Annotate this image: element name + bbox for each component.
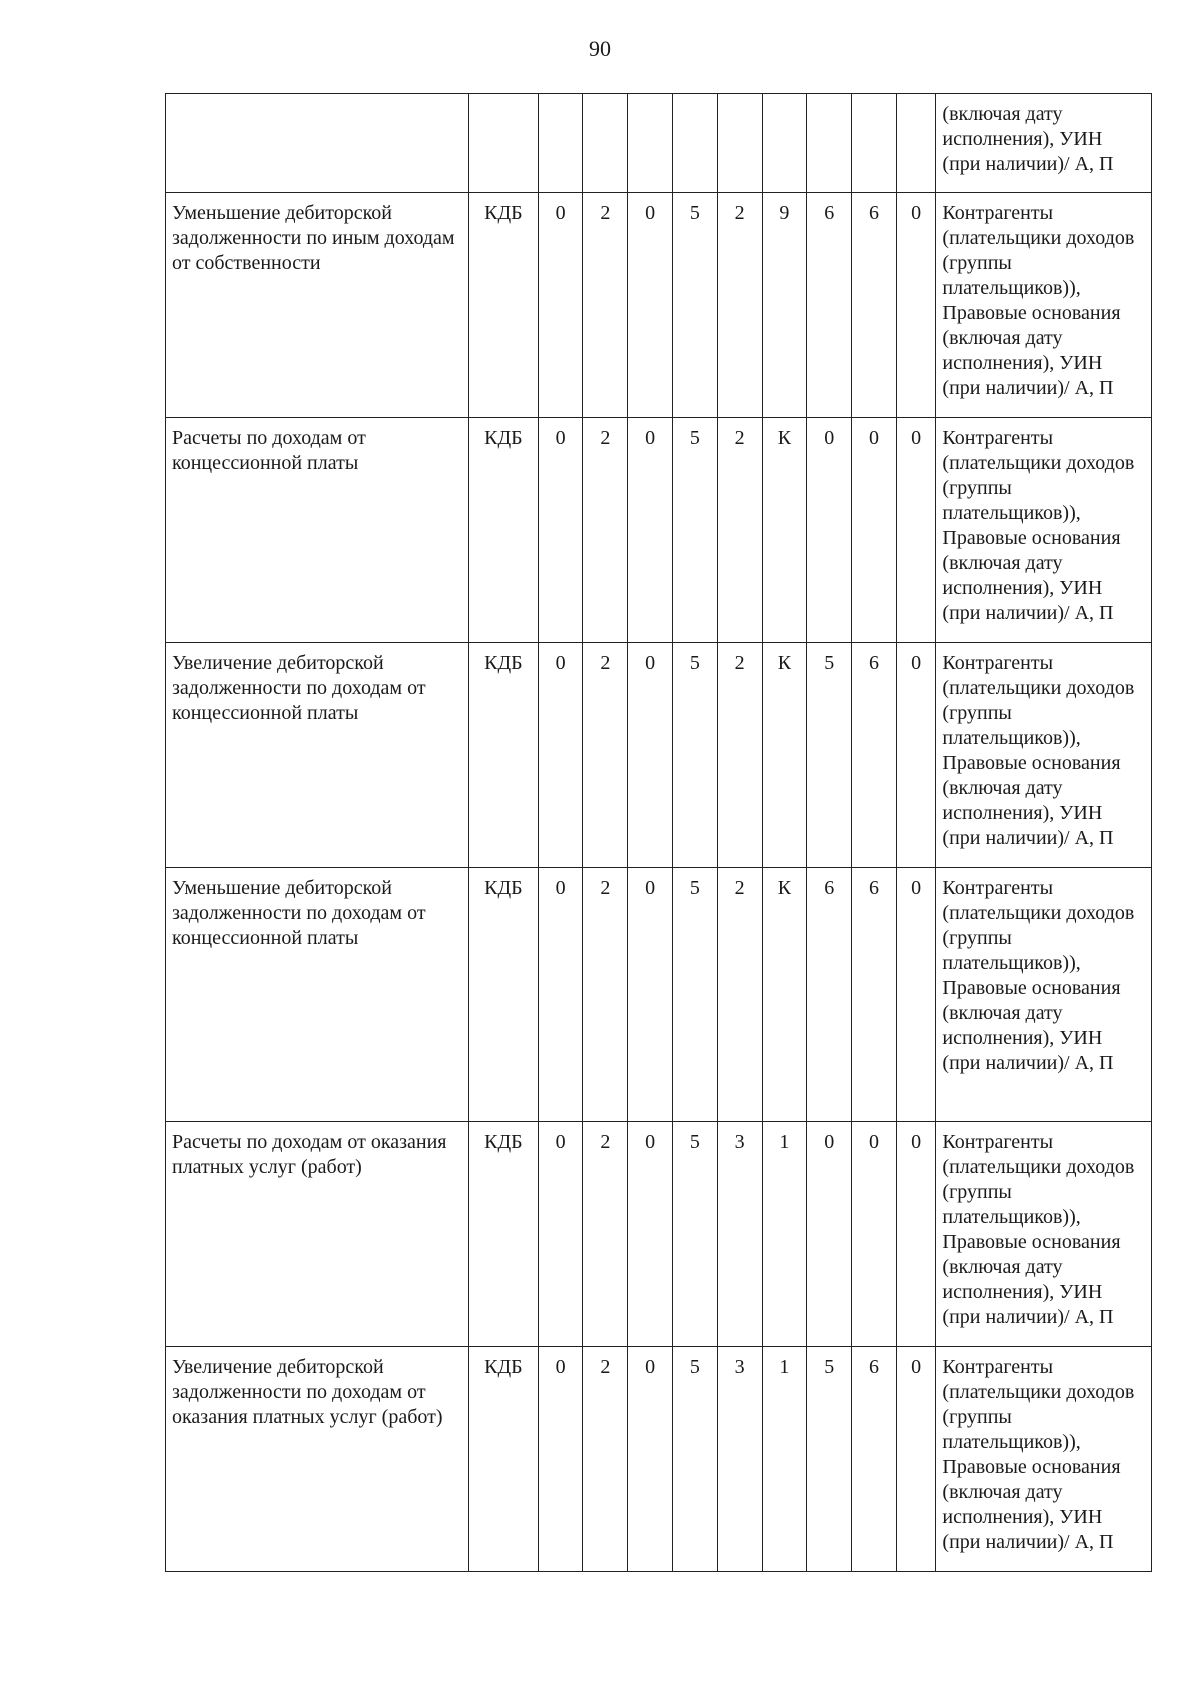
digit-cell: 0 — [538, 643, 583, 868]
analytics-line: (группы — [942, 477, 1012, 499]
analytics-cell — [936, 868, 1152, 1122]
digit-cell: 2 — [583, 868, 628, 1122]
analytics-line: (группы — [942, 1181, 1012, 1203]
digit-cell — [628, 94, 673, 193]
digit-cell: 0 — [896, 193, 936, 418]
analytics-line: исполнения), УИН — [942, 1027, 1103, 1049]
digit-cell — [717, 94, 762, 193]
digit-cell: 2 — [583, 1122, 628, 1347]
account-code — [468, 94, 538, 193]
account-code: КДБ — [468, 643, 538, 868]
analytics-line: (плательщики доходов — [942, 902, 1135, 924]
page-number: 90 — [589, 36, 611, 61]
analytics-line: плательщиков)), — [942, 1206, 1081, 1228]
digit-cell: 0 — [628, 643, 673, 868]
account-code: КДБ — [468, 193, 538, 418]
analytics-line: Контрагенты — [942, 427, 1054, 449]
account-code: КДБ — [468, 418, 538, 643]
digit-cell: 2 — [717, 193, 762, 418]
account-name: Увеличение дебиторской задолженности по доходам от концессионной платы — [166, 643, 469, 868]
analytics-line: Правовые основания — [942, 1231, 1121, 1253]
analytics-line: Правовые основания — [942, 527, 1121, 549]
digit-cell: 0 — [538, 1347, 583, 1572]
digit-cell — [538, 94, 583, 193]
analytics-line: (при наличии)/ А, П — [942, 377, 1114, 399]
digit-cell: 0 — [807, 1122, 852, 1347]
analytics-line: (при наличии)/ А, П — [942, 602, 1114, 624]
analytics-line: плательщиков)), — [942, 952, 1081, 974]
analytics-line: (плательщики доходов — [942, 1156, 1135, 1178]
analytics-line: (включая дату — [942, 103, 1063, 125]
analytics-line: исполнения), УИН — [942, 128, 1103, 150]
analytics-line: Правовые основания — [942, 752, 1121, 774]
digit-cell: 2 — [583, 1347, 628, 1572]
table-row — [166, 418, 1152, 643]
analytics-cell — [936, 418, 1152, 643]
account-name: Расчеты по доходам от оказания платных услуг (работ) — [166, 1122, 469, 1347]
digit-cell: 0 — [538, 868, 583, 1122]
digit-cell: 6 — [852, 1347, 897, 1572]
analytics-line: плательщиков)), — [942, 277, 1081, 299]
digit-cell: 6 — [852, 193, 897, 418]
analytics-line: (при наличии)/ А, П — [942, 827, 1114, 849]
digit-cell: 0 — [538, 193, 583, 418]
analytics-line: Контрагенты — [942, 1131, 1054, 1153]
table-row — [166, 1122, 1152, 1347]
digit-cell: 5 — [807, 643, 852, 868]
analytics-line: (включая дату — [942, 1481, 1063, 1503]
analytics-line: (включая дату — [942, 552, 1063, 574]
account-name: Увеличение дебиторской задолженности по доходам от оказания платных услуг (работ) — [166, 1347, 469, 1572]
analytics-line: плательщиков)), — [942, 502, 1081, 524]
analytics-cell — [936, 94, 1152, 193]
digit-cell: 6 — [807, 193, 852, 418]
digit-cell: 0 — [628, 868, 673, 1122]
analytics-line: Правовые основания — [942, 1456, 1121, 1478]
digit-cell: 0 — [896, 1122, 936, 1347]
analytics-cell — [936, 643, 1152, 868]
analytics-line: исполнения), УИН — [942, 1281, 1103, 1303]
digit-cell: 0 — [896, 868, 936, 1122]
account-code: КДБ — [468, 868, 538, 1122]
table-row — [166, 193, 1152, 418]
accounts-table — [165, 93, 1152, 1572]
digit-cell — [583, 94, 628, 193]
digit-cell: 6 — [852, 643, 897, 868]
table-row — [166, 94, 1152, 193]
analytics-line: (плательщики доходов — [942, 227, 1135, 249]
digit-cell: 9 — [762, 193, 807, 418]
analytics-line: Контрагенты — [942, 877, 1054, 899]
analytics-line: (при наличии)/ А, П — [942, 153, 1114, 175]
analytics-line: плательщиков)), — [942, 1431, 1081, 1453]
digit-cell — [852, 94, 897, 193]
digit-cell: 0 — [628, 418, 673, 643]
analytics-line: исполнения), УИН — [942, 577, 1103, 599]
digit-cell: 5 — [673, 193, 718, 418]
analytics-line: (группы — [942, 927, 1012, 949]
analytics-line: (группы — [942, 702, 1012, 724]
digit-cell: 0 — [852, 1122, 897, 1347]
digit-cell: 0 — [852, 418, 897, 643]
digit-cell: 3 — [717, 1122, 762, 1347]
analytics-line: (плательщики доходов — [942, 1381, 1135, 1403]
digit-cell: 0 — [538, 1122, 583, 1347]
digit-cell: 1 — [762, 1347, 807, 1572]
digit-cell: 0 — [538, 418, 583, 643]
account-code: КДБ — [468, 1122, 538, 1347]
table-row — [166, 643, 1152, 868]
digit-cell: 0 — [628, 1347, 673, 1572]
digit-cell: 2 — [583, 643, 628, 868]
digit-cell — [807, 94, 852, 193]
analytics-cell — [936, 193, 1152, 418]
digit-cell: 0 — [896, 643, 936, 868]
digit-cell: 5 — [807, 1347, 852, 1572]
digit-cell: 2 — [717, 868, 762, 1122]
analytics-line: исполнения), УИН — [942, 1506, 1103, 1528]
analytics-cell — [936, 1122, 1152, 1347]
analytics-line: плательщиков)), — [942, 727, 1081, 749]
digit-cell: 3 — [717, 1347, 762, 1572]
digit-cell: К — [762, 418, 807, 643]
account-code: КДБ — [468, 1347, 538, 1572]
analytics-line: исполнения), УИН — [942, 802, 1103, 824]
digit-cell: 2 — [717, 643, 762, 868]
digit-cell: 0 — [807, 418, 852, 643]
analytics-line: (включая дату — [942, 1002, 1063, 1024]
digit-cell: 0 — [628, 193, 673, 418]
analytics-line: исполнения), УИН — [942, 352, 1103, 374]
digit-cell: 6 — [807, 868, 852, 1122]
analytics-line: Правовые основания — [942, 977, 1121, 999]
account-name — [166, 94, 469, 193]
analytics-line: Контрагенты — [942, 1356, 1054, 1378]
analytics-line: (при наличии)/ А, П — [942, 1306, 1114, 1328]
digit-cell: 1 — [762, 1122, 807, 1347]
digit-cell: 5 — [673, 1122, 718, 1347]
digit-cell — [762, 94, 807, 193]
analytics-line: Правовые основания — [942, 302, 1121, 324]
analytics-line: (плательщики доходов — [942, 677, 1135, 699]
digit-cell: К — [762, 643, 807, 868]
analytics-line: (группы — [942, 252, 1012, 274]
analytics-line: (группы — [942, 1406, 1012, 1428]
digit-cell: 5 — [673, 1347, 718, 1572]
analytics-line: (при наличии)/ А, П — [942, 1531, 1114, 1553]
digit-cell: 5 — [673, 868, 718, 1122]
account-name: Расчеты по доходам от концессионной платы — [166, 418, 469, 643]
digit-cell: 2 — [583, 418, 628, 643]
analytics-line: (плательщики доходов — [942, 452, 1135, 474]
analytics-line: (при наличии)/ А, П — [942, 1052, 1114, 1074]
digit-cell — [896, 94, 936, 193]
digit-cell: 2 — [717, 418, 762, 643]
digit-cell: 2 — [583, 193, 628, 418]
table-row — [166, 868, 1152, 1122]
analytics-line: (включая дату — [942, 1256, 1063, 1278]
analytics-line: (включая дату — [942, 777, 1063, 799]
digit-cell: 0 — [628, 1122, 673, 1347]
analytics-line: Контрагенты — [942, 202, 1054, 224]
digit-cell — [673, 94, 718, 193]
digit-cell: 6 — [852, 868, 897, 1122]
digit-cell: 0 — [896, 1347, 936, 1572]
account-name: Уменьшение дебиторской задолженности по иным доходам от собственности — [166, 193, 469, 418]
digit-cell: К — [762, 868, 807, 1122]
analytics-cell — [936, 1347, 1152, 1572]
analytics-line: Контрагенты — [942, 652, 1054, 674]
digit-cell: 0 — [896, 418, 936, 643]
digit-cell: 5 — [673, 643, 718, 868]
account-name: Уменьшение дебиторской задолженности по доходам от концессионной платы — [166, 868, 469, 1122]
table-row — [166, 1347, 1152, 1572]
digit-cell: 5 — [673, 418, 718, 643]
analytics-line: (включая дату — [942, 327, 1063, 349]
